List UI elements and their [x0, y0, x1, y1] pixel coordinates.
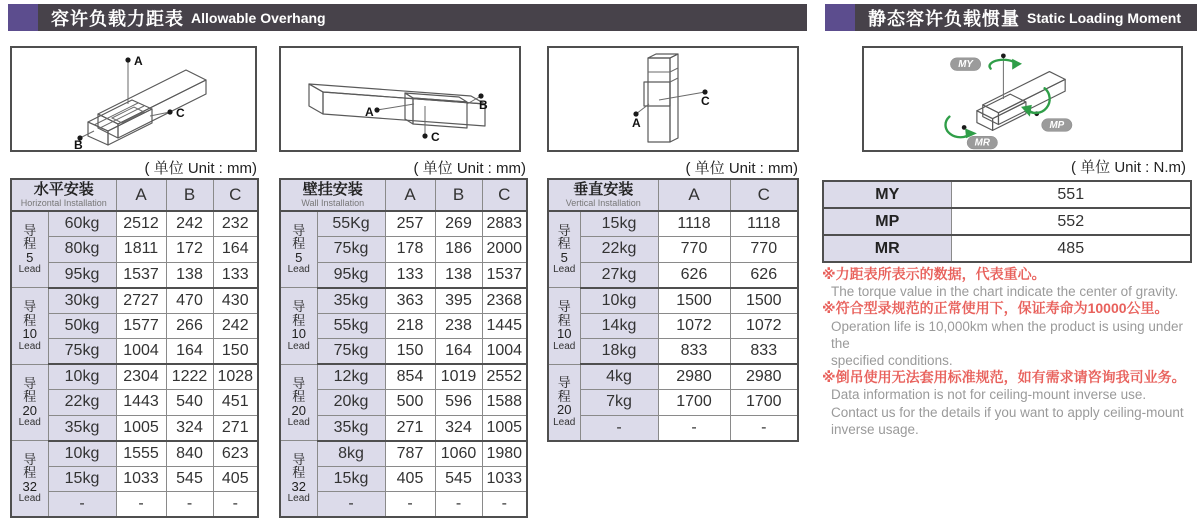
point-a-label: A	[632, 116, 641, 130]
lead-char: 导	[23, 451, 37, 467]
weight-cell: -	[580, 415, 658, 441]
lead-char: 程	[292, 236, 306, 252]
lead-number: 10	[22, 326, 37, 341]
horizontal-rail-drawing	[12, 48, 255, 150]
lead-number: 20	[291, 402, 306, 418]
value-cell: 232	[213, 211, 258, 237]
value-cell: -	[482, 492, 527, 518]
table-row	[11, 211, 258, 237]
value-cell: 626	[730, 262, 798, 288]
weight-cell: 22kg	[48, 390, 116, 416]
weight-cell: 55kg	[317, 313, 385, 339]
lead-word: Lead	[287, 264, 310, 276]
table-row	[280, 466, 527, 492]
table-body	[280, 211, 527, 517]
horizontal-installation-table	[10, 178, 259, 518]
lead-cell	[11, 288, 48, 365]
lead-cell	[548, 288, 580, 365]
lead-word: Lead	[18, 264, 41, 276]
value-cell: 257	[385, 211, 435, 237]
weight-cell: 75kg	[317, 237, 385, 263]
lead-cell	[280, 211, 317, 288]
table-body	[11, 211, 258, 517]
value-cell: 2883	[482, 211, 527, 237]
table-row	[11, 492, 258, 518]
value-cell: -	[730, 415, 798, 441]
value-cell: -	[385, 492, 435, 518]
note-line-en: specified conditions.	[831, 353, 953, 369]
lead-word: Lead	[287, 417, 310, 428]
note-line-en: The torque value in the chart indicate the center of gravity.	[831, 284, 1179, 300]
value-cell: 626	[658, 262, 730, 288]
weight-cell: 95kg	[317, 262, 385, 288]
weight-cell: 18kg	[580, 339, 658, 365]
overhang-table	[547, 178, 799, 442]
value-cell: 1118	[730, 211, 798, 237]
unit-label-nm: ( 单位 Unit : N.m)	[1071, 159, 1186, 176]
unit-label-mm: ( 单位 Unit : mm)	[413, 160, 526, 177]
value-cell: 540	[166, 390, 213, 416]
lead-char: 导	[292, 299, 306, 314]
table-body	[548, 211, 798, 441]
table-row	[280, 390, 527, 416]
lead-char: 导	[557, 299, 571, 314]
vertical-rail-drawing	[549, 48, 797, 150]
table-row	[548, 313, 798, 339]
value-cell: 1005	[116, 415, 166, 441]
table-row	[11, 237, 258, 263]
weight-cell: 20kg	[317, 390, 385, 416]
value-cell: 2000	[482, 237, 527, 263]
lead-cell	[280, 288, 317, 365]
value-cell: 271	[385, 415, 435, 441]
lead-char: 导	[23, 375, 37, 391]
my-axis-label: MY	[958, 59, 973, 71]
value-cell: 787	[385, 441, 435, 467]
point-a-label: A	[134, 54, 143, 68]
footnotes	[822, 266, 1200, 438]
value-cell: 405	[385, 466, 435, 492]
header-row	[11, 179, 258, 211]
note-line-zh: ※力距表所表示的数据，代表重心。	[822, 266, 1046, 282]
value-cell: 1588	[482, 390, 527, 416]
weight-cell: 80kg	[48, 237, 116, 263]
note-line-en: Operation life is 10,000km when the product is using under the	[831, 318, 1183, 351]
table-row	[548, 339, 798, 365]
moment-value-cell: 552	[951, 208, 1191, 235]
value-cell: 2552	[482, 364, 527, 390]
value-cell: 623	[213, 441, 258, 467]
header-row	[280, 179, 527, 211]
table-title-zh: 水平安装	[33, 181, 94, 198]
column-header-a: A	[385, 179, 435, 211]
table-row	[11, 313, 258, 339]
table-row	[548, 415, 798, 441]
table-row	[280, 415, 527, 441]
lead-word: Lead	[287, 493, 310, 505]
value-cell: 2304	[116, 364, 166, 390]
value-cell: -	[116, 492, 166, 518]
value-cell: 1537	[116, 262, 166, 288]
lead-char: 导	[292, 222, 306, 238]
value-cell: 470	[166, 288, 213, 314]
column-header-b: B	[166, 179, 213, 211]
diagram-wall-installation	[279, 46, 521, 152]
table-row	[823, 208, 1191, 235]
table-title-zh: 壁挂安装	[302, 181, 363, 198]
value-cell: 363	[385, 288, 435, 314]
moment-title-en: Static Loading Moment	[1027, 9, 1181, 26]
lead-cell	[11, 211, 48, 288]
value-cell: 596	[435, 390, 482, 416]
moment-value-cell: 551	[951, 181, 1191, 208]
diagram-horizontal-installation	[10, 46, 257, 152]
vertical-installation-table	[547, 178, 799, 442]
note-line-en: inverse usage.	[831, 421, 919, 437]
value-cell: -	[658, 415, 730, 441]
weight-cell: 4kg	[580, 364, 658, 390]
table-row	[548, 262, 798, 288]
table-row	[548, 211, 798, 237]
value-cell: 324	[435, 415, 482, 441]
lead-cell	[548, 211, 580, 288]
moment-title-zh: 静态容许负载惯量	[868, 8, 1020, 29]
column-header-c: C	[730, 179, 798, 211]
lead-cell	[280, 364, 317, 441]
lead-char: 程	[23, 236, 37, 252]
value-cell: 1005	[482, 415, 527, 441]
table-row	[280, 441, 527, 467]
weight-cell: 55Kg	[317, 211, 385, 237]
table-row	[11, 262, 258, 288]
lead-number: 5	[295, 249, 303, 265]
weight-cell: 8kg	[317, 441, 385, 467]
weight-cell: 12kg	[317, 364, 385, 390]
value-cell: 138	[166, 262, 213, 288]
lead-char: 程	[23, 465, 37, 481]
value-cell: 430	[213, 288, 258, 314]
lead-number: 5	[560, 249, 568, 265]
table-title-cell	[11, 179, 116, 211]
value-cell: 1445	[482, 313, 527, 339]
column-header-c: C	[213, 179, 258, 211]
table-row	[548, 390, 798, 416]
lead-char: 导	[557, 222, 571, 238]
table-row	[280, 364, 527, 390]
unit-label-mm: ( 单位 Unit : mm)	[685, 160, 798, 177]
moment-table	[822, 180, 1192, 263]
weight-cell: 14kg	[580, 313, 658, 339]
value-cell: 545	[166, 466, 213, 492]
value-cell: 242	[213, 313, 258, 339]
value-cell: 395	[435, 288, 482, 314]
column-header-a: A	[116, 179, 166, 211]
table-row	[823, 181, 1191, 208]
weight-cell: 7kg	[580, 390, 658, 416]
wall-rail-drawing	[281, 48, 519, 150]
diagram-static-moment	[862, 46, 1183, 152]
column-header-c: C	[482, 179, 527, 211]
value-cell: -	[213, 492, 258, 518]
lead-number: 20	[557, 402, 572, 418]
value-cell: 1700	[658, 390, 730, 416]
weight-cell: 75kg	[317, 339, 385, 365]
lead-char: 程	[557, 312, 571, 328]
weight-cell: 10kg	[580, 288, 658, 314]
lead-char: 导	[557, 375, 571, 391]
weight-cell: 75kg	[48, 339, 116, 365]
value-cell: 545	[435, 466, 482, 492]
lead-cell	[11, 441, 48, 518]
table-row	[280, 492, 527, 518]
moment-value-cell: 485	[951, 235, 1191, 262]
note-line-zh: ※倒吊使用无法套用标准规范，如有需求请咨询我司业务。	[822, 369, 1186, 386]
value-cell: 1500	[730, 288, 798, 314]
value-cell: 1222	[166, 364, 213, 390]
overhang-table	[10, 178, 259, 518]
value-cell: 1118	[658, 211, 730, 237]
table-title-zh: 垂直安装	[573, 181, 634, 198]
value-cell: 1033	[482, 466, 527, 492]
table-row	[548, 237, 798, 263]
value-cell: 150	[213, 339, 258, 365]
table-row	[280, 339, 527, 365]
overhang-table	[279, 178, 528, 518]
lead-cell	[548, 364, 580, 441]
static-moment-table	[822, 180, 1192, 263]
unit-label-mm: ( 单位 Unit : mm)	[144, 160, 257, 177]
weight-cell: 35kg	[48, 415, 116, 441]
value-cell: 2727	[116, 288, 166, 314]
moment-label-cell: MP	[823, 208, 951, 235]
value-cell: 138	[435, 262, 482, 288]
weight-cell: 95kg	[48, 262, 116, 288]
value-cell: 500	[385, 390, 435, 416]
value-cell: 2980	[658, 364, 730, 390]
lead-char: 导	[23, 299, 37, 314]
lead-char: 导	[292, 375, 306, 391]
header-row	[548, 179, 798, 211]
wall-installation-table	[279, 178, 528, 518]
table-body	[823, 181, 1191, 262]
value-cell: 2512	[116, 211, 166, 237]
moment-label-cell: MR	[823, 235, 951, 262]
lead-char: 程	[292, 465, 306, 481]
section-header-overhang	[8, 4, 807, 31]
value-cell: 1811	[116, 237, 166, 263]
lead-char: 程	[557, 236, 571, 252]
table-row	[11, 441, 258, 467]
weight-cell: 10kg	[48, 364, 116, 390]
value-cell: 840	[166, 441, 213, 467]
note-line-zh: ※符合型录规范的正常使用下，保证寿命为10000公里。	[822, 300, 1169, 317]
table-head	[548, 179, 798, 211]
table-title-cell	[280, 179, 385, 211]
lead-char: 程	[292, 389, 306, 404]
mp-axis-label: MP	[1049, 119, 1065, 131]
point-c-label: C	[176, 106, 185, 120]
table-head	[11, 179, 258, 211]
lead-char: 程	[557, 388, 571, 404]
value-cell: 164	[213, 237, 258, 263]
note-line-en: Data information is not for ceiling-mount inverse use.	[831, 387, 1147, 403]
table-row	[280, 313, 527, 339]
lead-number: 20	[22, 402, 37, 418]
value-cell: 133	[385, 262, 435, 288]
point-c-label: C	[431, 130, 440, 144]
value-cell: 1072	[658, 313, 730, 339]
value-cell: 150	[385, 339, 435, 365]
lead-word: Lead	[18, 417, 41, 428]
mr-axis-label: MR	[974, 137, 990, 149]
table-row	[11, 339, 258, 365]
note-line-en: Contact us for the details if you want to apply ceiling-mount	[831, 404, 1184, 420]
diagram-vertical-installation	[547, 46, 799, 152]
accent-square-icon	[825, 4, 855, 31]
weight-cell: 10kg	[48, 441, 116, 467]
value-cell: 324	[166, 415, 213, 441]
value-cell: 1555	[116, 441, 166, 467]
weight-cell: 15kg	[48, 466, 116, 492]
moment-label-cell: MY	[823, 181, 951, 208]
lead-word: Lead	[287, 340, 310, 352]
value-cell: 266	[166, 313, 213, 339]
column-header-a: A	[658, 179, 730, 211]
value-cell: 1019	[435, 364, 482, 390]
value-cell: 164	[435, 339, 482, 365]
value-cell: 238	[435, 313, 482, 339]
lead-word: Lead	[553, 340, 576, 352]
value-cell: 770	[730, 237, 798, 263]
column-header-b: B	[435, 179, 482, 211]
table-title-en: Vertical Installation	[565, 198, 641, 208]
value-cell: 218	[385, 313, 435, 339]
value-cell: 2368	[482, 288, 527, 314]
weight-cell: 35kg	[317, 288, 385, 314]
value-cell: 164	[166, 339, 213, 365]
point-b-label: B	[74, 138, 83, 150]
weight-cell: 22kg	[580, 237, 658, 263]
weight-cell: 60kg	[48, 211, 116, 237]
point-a-label: A	[365, 105, 374, 119]
table-row	[11, 364, 258, 390]
weight-cell: -	[48, 492, 116, 518]
value-cell: 172	[166, 237, 213, 263]
value-cell: 1700	[730, 390, 798, 416]
weight-cell: -	[317, 492, 385, 518]
lead-number: 32	[291, 478, 306, 494]
lead-number: 32	[22, 478, 37, 494]
lead-char: 程	[23, 389, 37, 404]
section-header-moment	[825, 4, 1197, 31]
weight-cell: 15kg	[580, 211, 658, 237]
value-cell: 1033	[116, 466, 166, 492]
table-title-en: Wall Installation	[301, 198, 365, 208]
accent-square-icon	[8, 4, 38, 31]
value-cell: -	[166, 492, 213, 518]
weight-cell: 50kg	[48, 313, 116, 339]
lead-word: Lead	[18, 340, 41, 352]
weight-cell: 15kg	[317, 466, 385, 492]
table-row	[280, 237, 527, 263]
value-cell: -	[435, 492, 482, 518]
table-row	[823, 235, 1191, 262]
overhang-title-zh: 容许负载力距表	[51, 8, 184, 29]
value-cell: 451	[213, 390, 258, 416]
lead-char: 导	[292, 451, 306, 467]
table-row	[11, 390, 258, 416]
lead-word: Lead	[553, 416, 576, 428]
value-cell: 269	[435, 211, 482, 237]
value-cell: 1537	[482, 262, 527, 288]
value-cell: 242	[166, 211, 213, 237]
value-cell: 1060	[435, 441, 482, 467]
value-cell: 1577	[116, 313, 166, 339]
lead-word: Lead	[18, 493, 41, 505]
value-cell: 2980	[730, 364, 798, 390]
lead-char: 程	[292, 312, 306, 328]
table-row	[280, 262, 527, 288]
table-head	[280, 179, 527, 211]
table-row	[11, 288, 258, 314]
table-row	[548, 288, 798, 314]
lead-number: 10	[291, 326, 306, 341]
value-cell: 405	[213, 466, 258, 492]
value-cell: 1443	[116, 390, 166, 416]
lead-char: 导	[23, 222, 37, 238]
value-cell: 833	[730, 339, 798, 365]
weight-cell: 30kg	[48, 288, 116, 314]
lead-word: Lead	[553, 264, 576, 276]
value-cell: 1980	[482, 441, 527, 467]
value-cell: 1072	[730, 313, 798, 339]
moment-rail-drawing	[864, 48, 1181, 150]
value-cell: 854	[385, 364, 435, 390]
weight-cell: 27kg	[580, 262, 658, 288]
table-row	[280, 288, 527, 314]
table-title-en: Horizontal Installation	[20, 198, 107, 208]
value-cell: 1004	[116, 339, 166, 365]
lead-number: 5	[26, 249, 34, 265]
table-row	[548, 364, 798, 390]
value-cell: 770	[658, 237, 730, 263]
lead-cell	[280, 441, 317, 518]
value-cell: 271	[213, 415, 258, 441]
value-cell: 178	[385, 237, 435, 263]
overhang-title-en: Allowable Overhang	[191, 9, 326, 26]
table-row	[280, 211, 527, 237]
lead-number: 10	[557, 326, 572, 341]
table-title-cell	[548, 179, 658, 211]
value-cell: 1500	[658, 288, 730, 314]
value-cell: 833	[658, 339, 730, 365]
value-cell: 1004	[482, 339, 527, 365]
point-c-label: C	[701, 94, 710, 108]
value-cell: 186	[435, 237, 482, 263]
value-cell: 1028	[213, 364, 258, 390]
lead-char: 程	[23, 312, 37, 328]
table-row	[11, 466, 258, 492]
point-b-label: B	[479, 98, 488, 112]
weight-cell: 35kg	[317, 415, 385, 441]
table-row	[11, 415, 258, 441]
value-cell: 133	[213, 262, 258, 288]
lead-cell	[11, 364, 48, 441]
